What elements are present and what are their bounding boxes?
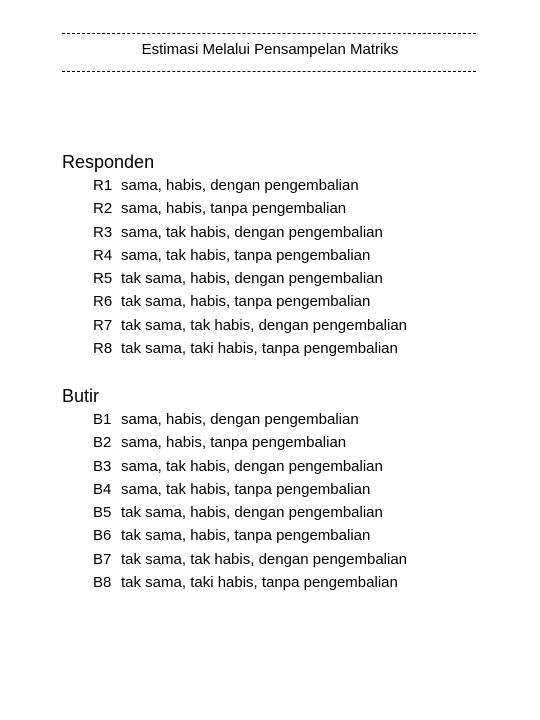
butir-heading: Butir <box>62 386 100 406</box>
item-code: R6 <box>93 293 113 311</box>
item-code: B7 <box>93 550 112 568</box>
item-code: R5 <box>93 270 113 288</box>
responden-item <box>93 174 407 197</box>
responden-item <box>93 314 407 337</box>
item-text: tak sama, habis, dengan pengembalian <box>121 504 383 522</box>
item-code: R1 <box>93 177 113 194</box>
butir-item <box>93 524 407 547</box>
butir-list <box>62 408 407 594</box>
responden-section <box>62 150 407 360</box>
item-code: B8 <box>93 574 112 592</box>
item-text: sama, tak habis, dengan pengembalian <box>121 223 383 241</box>
butir-section <box>62 384 407 594</box>
responden-item <box>93 267 407 290</box>
item-code: B2 <box>93 434 112 452</box>
item-text: tak sama, habis, tanpa pengembalian <box>121 527 371 545</box>
butir-item <box>93 501 407 524</box>
butir-item <box>93 478 407 501</box>
butir-item <box>93 548 407 571</box>
responden-item <box>93 244 407 267</box>
item-code: R3 <box>93 223 113 241</box>
item-text: tak sama, tak habis, dengan pengembalian <box>121 550 408 568</box>
item-code: R4 <box>93 246 113 264</box>
item-text: sama, habis, tanpa pengembalian <box>121 200 347 218</box>
responden-list <box>62 174 407 360</box>
item-text: tak sama, tak habis, dengan pengembalian <box>121 316 408 334</box>
item-code: B6 <box>93 527 112 545</box>
header-top-dashed-rule <box>62 33 476 34</box>
responden-item <box>93 221 407 244</box>
item-code: R7 <box>93 316 113 334</box>
item-text: sama, habis, dengan pengembalian <box>121 411 359 428</box>
item-text: sama, tak habis, tanpa pengembalian <box>121 246 371 264</box>
item-code: R2 <box>93 200 113 218</box>
butir-item <box>93 408 407 431</box>
item-text: sama, tak habis, dengan pengembalian <box>121 457 383 475</box>
butir-item <box>93 431 407 454</box>
item-code: B3 <box>93 457 112 475</box>
responden-item <box>93 290 407 313</box>
butir-item <box>93 455 407 478</box>
item-code: B4 <box>93 480 112 498</box>
item-code: B1 <box>93 411 112 428</box>
responden-item <box>93 337 407 360</box>
butir-item <box>93 571 407 594</box>
item-text: tak sama, taki habis, tanpa pengembalian <box>121 340 398 358</box>
item-text: tak sama, taki habis, tanpa pengembalian <box>121 574 398 592</box>
item-text: tak sama, habis, dengan pengembalian <box>121 270 383 288</box>
header-bottom-dashed-rule <box>62 71 476 72</box>
item-text: tak sama, habis, tanpa pengembalian <box>121 293 371 311</box>
item-text: sama, habis, tanpa pengembalian <box>121 434 347 452</box>
item-code: B5 <box>93 504 112 522</box>
responden-item <box>93 197 407 220</box>
responden-heading: Responden <box>62 152 155 172</box>
item-text: sama, tak habis, tanpa pengembalian <box>121 480 371 498</box>
item-text: sama, habis, dengan pengembalian <box>121 177 359 194</box>
item-code: R8 <box>93 340 113 358</box>
page-title: Estimasi Melalui Pensampelan Matriks <box>141 41 399 58</box>
